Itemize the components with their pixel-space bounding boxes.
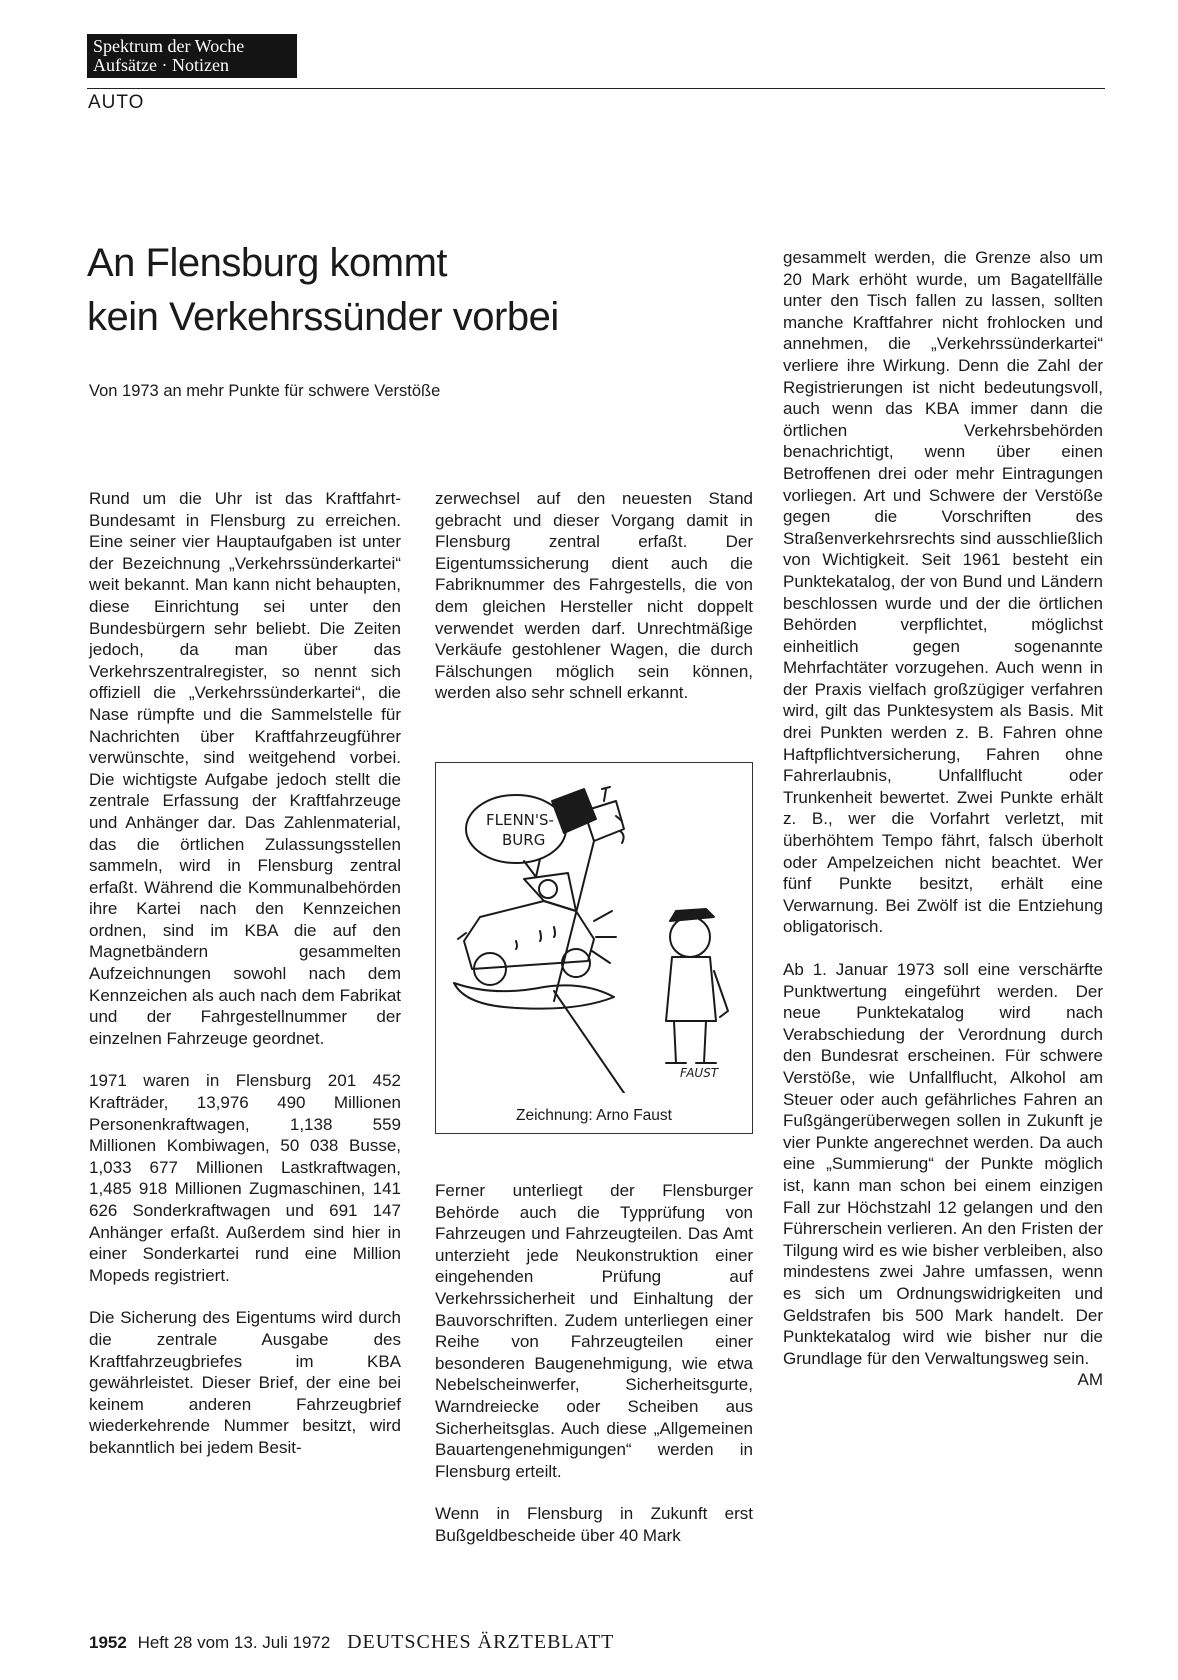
column-2-top: [435, 488, 753, 704]
bubble-text-2: BURG: [502, 831, 546, 849]
policeman-body: [666, 957, 716, 1021]
author-line: [783, 1369, 1103, 1391]
title-line-1: An Flensburg kommt: [87, 241, 448, 285]
cartoon-illustration: [444, 771, 744, 1093]
header-rule: [87, 88, 1105, 89]
page-footer: [89, 1631, 614, 1654]
author-initials: AM: [1077, 1370, 1103, 1390]
column-1: [89, 488, 401, 1459]
category-label: AUTO: [88, 92, 145, 113]
paragraph: Ferner unterliegt der Flensburger Behörde auch die Typprüfung von Fahrzeugen und Fahrzeugteilen. Das Amt unterzieht jede Neukonstruktion einer eingehenden Prüfung auf Verkehrssicherheit und Einhaltung der Bauvorschriften. Zudem unterliegen einer Reihe von Fahrzeugteilen einer besonderen Baugenehmigung, wie etwa Nebelscheinwerfer, Sicherheitsgurte, Warndreiecke oder Scheiben aus Sicherheitsglas. Auch diese „Allgemeinen Bauartengenehmigungen“ werden in Flensburg erteilt.: [435, 1181, 753, 1481]
section-tag-line1: Spektrum der Woche: [93, 36, 245, 56]
section-tag: [87, 34, 297, 78]
paragraph: gesammelt werden, die Grenze also um 20 Mark erhöht wurde, um Bagatellfälle unter den Tisch fallen zu lassen, sollten manche Kraftfahrer nicht frohlocken und annehmen, die „Verkehrssünderkartei“ verliere ihre Wirkung. Denn die Zahl der Registrierungen ist nicht bedeutungsvoll, auch wenn das KBA immer dann die örtlichen Verkehrsbehörden benachrichtigt, wenn über einen Betroffenen drei oder mehr Eintragungen vorliegen. Art und Schwere der Verstöße gegen die Vorschriften des Straßenverkehrsrechts sind ausschließlich von Wichtigkeit. Seit 1961 besteht ein Punktekatalog, der von Bund und Ländern beschlossen wurde und der die örtlichen Behörden verpflichtet, möglichst einheitlich gegen sogenannte Mehrfachtäter vorzugehen. Auch wenn in der Praxis vielfach großzügiger verfahren wird, gilt das Punktesystem als Basis. Mit drei Punkten werden z. B. Fahren ohne Haftpflichtversicherung, Fahren ohne Fahrerlaubnis, Unfallflucht oder Trunkenheit bewertet. Zwei Punkte erhält z. B., wer die Vorfahrt verletzt, mit überhöhtem Tempo fährt, falsch überholt oder Ampelzeichen nicht beachtet. Wer fünf Punkte besitzt, erhält eine Verwarnung. Bei Zwölf ist die Entziehung obligatorisch.: [783, 248, 1103, 937]
paragraph: zerwechsel auf den neuesten Stand gebracht und dieser Vorgang damit in Flensburg zentral erfaßt. Der Eigentumssicherung dient auch die Fabriknummer des Fahrgestells, die von dem gleichen Hersteller nicht doppelt verwendet werden darf. Unrechtmäßige Verkäufe gestohlener Wagen, die durch Fälschungen möglich sein können, werden also sehr schnell erkannt.: [435, 489, 753, 703]
bubble-text-1: FLENN'S-: [486, 811, 554, 829]
title-line-2: kein Verkehrssünder vorbei: [87, 295, 559, 339]
column-2-bottom: [435, 1180, 753, 1547]
policeman-cap: [670, 909, 714, 921]
column-3: [783, 247, 1103, 1391]
policeman-head: [670, 917, 710, 957]
paragraph: Rund um die Uhr ist das Kraftfahrt-Bundesamt in Flensburg zu erreichen. Eine seiner vier Hauptaufgaben ist unter der Bezeichnung „Verkehrssünderkartei“ weit bekannt. Man kann nicht behaupten, diese Einrichtung sei unter den Bundesbürgern sehr beliebt. Die Zeiten jedoch, da man über das Verkehrszentralregister, so nennt sich offiziell die „Verkehrssünderkartei“, die Nase rümpfte und die Sammelstelle für Nachrichten über Kraftfahrzeugführer verwünschte, sind weitgehend vorbei. Die wichtigste Aufgabe jedoch stellt die zentrale Erfassung der Kraftfahrzeuge und Anhänger dar. Das Zahlenmaterial, das die örtlichen Zulassungsstellen sammeln, wird in Flensburg zentral erfaßt. Während die Kommunalbehörden ihre Kartei nach den Kennzeichen ordnen, sind im KBA die auf den Magnetbändern gesammelten Aufzeichnungen sowohl nach dem Kennzeichen als auch nach dem Fabrikat und der Fahrgestellnummer der einzelnen Fahrzeuge geordnet.: [89, 489, 401, 1048]
puddle: [454, 983, 614, 1009]
driver-head: [539, 880, 557, 898]
paragraph: Ab 1. Januar 1973 soll eine verschärfte Punktwertung eingeführt werden. Der neue Punktekatalog wird nach Verabschiedung der Verordnung durch den Bundesrat erscheinen. Für schwere Verstöße, wie Unfallflucht, Alkohol am Steuer oder auch gefährliches Fahren an Fußgängerüberwegen sollen in Zukunft je vier Punkte angerechnet werden. Da auch eine „Summierung“ der Punkte möglich ist, kann man schon bei einem einzigen Fall zur Höchstzahl 12 gelangen und den Führerschein verlieren. An den Fristen der Tilgung wird es wie bisher verbleiben, also mindestens zwei Jahre umfassen, wenn es sich um Ordnungswidrigkeiten und Geldstrafen bis 500 Mark handelt. Der Punktekatalog wird wie bisher nur die Grundlage für den Verwaltungsweg sein.: [783, 960, 1103, 1368]
page-number: 1952: [89, 1633, 127, 1652]
speech-bubble: [466, 795, 566, 863]
issue-info: Heft 28 vom 13. Juli 1972: [137, 1633, 331, 1652]
journal-name: DEUTSCHES ÄRZTEBLATT: [347, 1631, 615, 1653]
artist-signature: FAUST: [680, 1066, 719, 1080]
section-tag-line2: Aufsätze · Notizen: [93, 55, 229, 75]
article-title: [87, 236, 707, 344]
article-subtitle: Von 1973 an mehr Punkte für schwere Verstöße: [89, 382, 441, 400]
paragraph: Wenn in Flensburg in Zukunft erst Bußgeldbescheide über 40 Mark: [435, 1504, 753, 1545]
paragraph: Die Sicherung des Eigentums wird durch die zentrale Ausgabe des Kraftfahrzeugbriefes im KBA gewährleistet. Dieser Brief, der eine bei keinem anderen Fahrzeugbrief wiederkehrende Nummer besitzt, wird bekanntlich bei jedem Besit-: [89, 1308, 401, 1457]
car-windshield: [524, 873, 576, 911]
cartoon-figure: [435, 762, 753, 1134]
cartoon-caption: Zeichnung: Arno Faust: [516, 1107, 672, 1124]
paragraph: 1971 waren in Flensburg 201 452 Krafträder, 13,976 490 Millionen Personenkraftwagen, 1,138 559 Millionen Kombiwagen, 50 038 Busse, 1,033 677 Millionen Lastkraftwagen, 1,485 918 Millionen Zugmaschinen, 141 626 Sonderkraftwagen und 691 147 Anhänger erfaßt. Außerdem sind hier in einer Sonderkartei rund eine Million Mopeds registriert.: [89, 1071, 401, 1285]
